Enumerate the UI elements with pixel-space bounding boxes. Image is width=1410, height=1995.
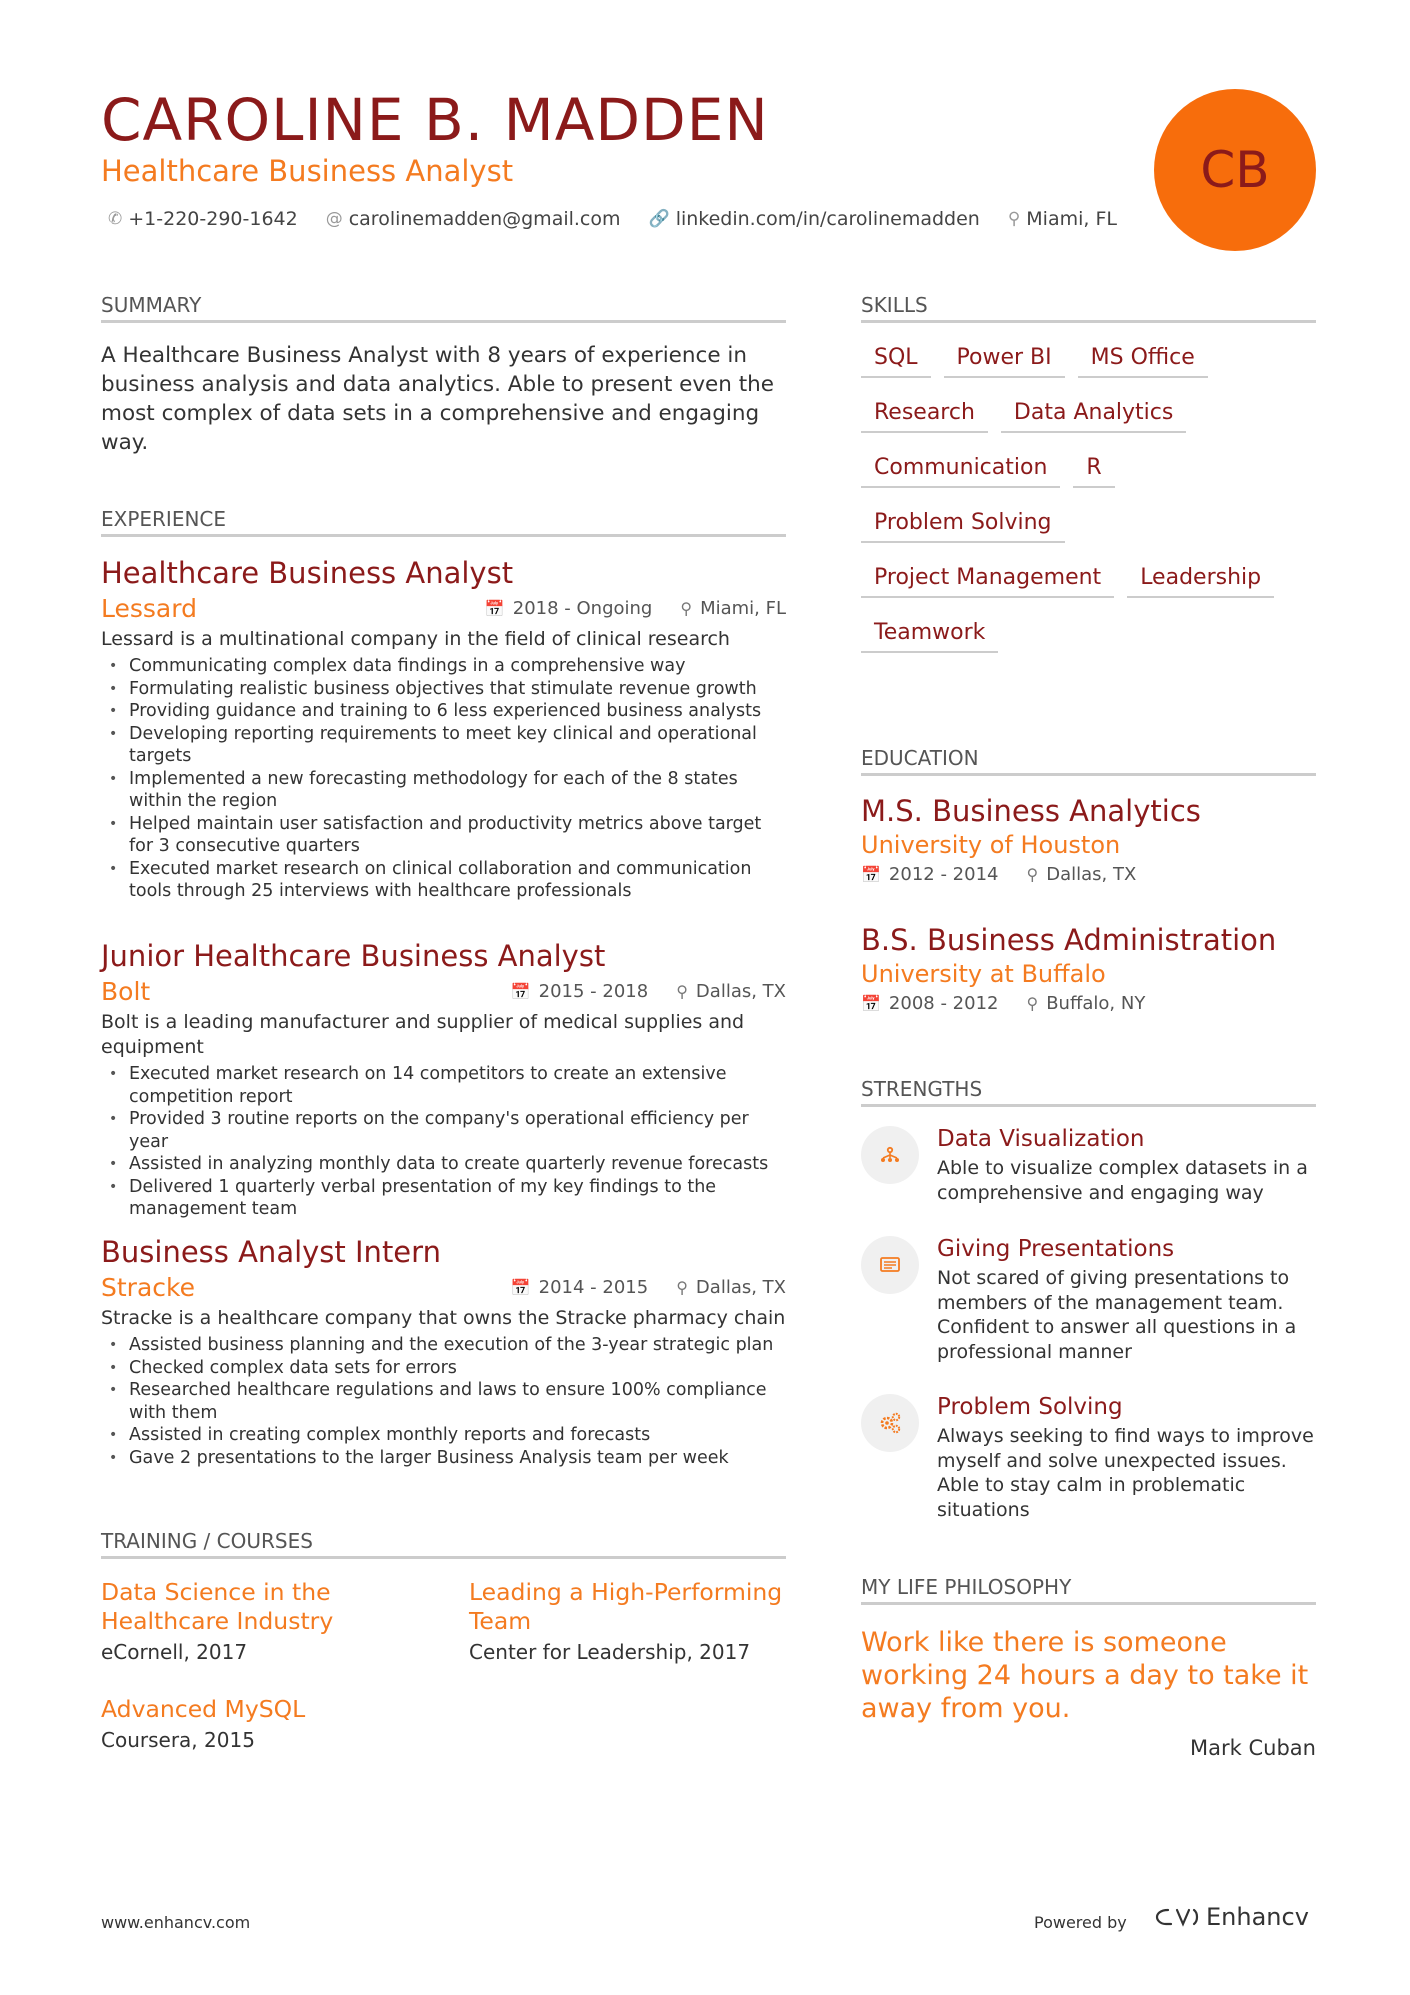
training-heading: TRAINING / COURSES (101, 1529, 786, 1559)
calendar-icon: 📅 (861, 994, 881, 1013)
job-title: Healthcare Business Analyst (101, 556, 514, 590)
job-entry (101, 556, 786, 903)
job-title: Junior Healthcare Business Analyst (101, 939, 606, 973)
list-item: • Implemented a new forecasting methodology for each of the 8 states within the region (101, 768, 786, 813)
skill-tag: Research (861, 394, 988, 433)
location-pin-icon: ⚲ (676, 1278, 688, 1297)
location-pin-icon: ⚲ (676, 982, 688, 1001)
skill-tag: Project Management (861, 559, 1114, 598)
summary-heading: SUMMARY (101, 293, 786, 323)
job-entry (101, 1235, 786, 1469)
calendar-icon: 📅 (861, 865, 881, 884)
list-item: • Assisted in creating complex monthly reports and forecasts (101, 1424, 786, 1447)
list-item: • Delivered 1 quarterly verbal presentation of my key findings to the management team (101, 1176, 786, 1221)
summary-text: A Healthcare Business Analyst with 8 years of experience in business analysis and data analytics. Able to present even the most complex of data sets in a comprehensive and engaging way. (101, 343, 775, 455)
edu-degree: M.S. Business Analytics (861, 794, 1201, 828)
enhancv-logo[interactable] (1154, 1903, 1309, 1931)
course-title: Leading a High-Performing Team (469, 1578, 783, 1635)
list-item: • Providing guidance and training to 6 less experienced business analysts (101, 700, 786, 723)
candidate-role: Healthcare Business Analyst (101, 154, 514, 188)
course-title: Advanced MySQL (101, 1695, 306, 1723)
avatar (1154, 89, 1316, 251)
job-description: Stracke is a healthcare company that owns the Stracke pharmacy chain (101, 1307, 786, 1329)
calendar-icon: 📅 (510, 982, 531, 1001)
education-heading: EDUCATION (861, 746, 1316, 776)
contact-linkedin[interactable] (649, 208, 980, 230)
list-item: • Assisted business planning and the execution of the 3-year strategic plan (101, 1334, 786, 1357)
contact-bar (108, 208, 1145, 230)
skill-tag: Data Analytics (1001, 394, 1186, 433)
job-description: Bolt is a leading manufacturer and supplier of medical supplies and equipment (101, 1011, 745, 1058)
skills-list (861, 339, 1331, 669)
at-icon: @ (325, 209, 343, 229)
strengths-heading: STRENGTHS (861, 1077, 1316, 1107)
contact-phone[interactable] (108, 208, 298, 230)
course-org: eCornell, 2017 (101, 1640, 248, 1664)
location-pin-icon: ⚲ (1026, 865, 1039, 884)
location-pin-icon: ⚲ (680, 599, 693, 618)
edu-location: Buffalo, NY (1046, 993, 1146, 1014)
strength-title: Giving Presentations (937, 1236, 1175, 1262)
course-entry (101, 1578, 421, 1664)
edu-school: University of Houston (861, 831, 1121, 859)
linkedin-text: linkedin.com/in/carolinemadden (675, 208, 980, 230)
job-company: Stracke (101, 1273, 195, 1302)
job-bullets (101, 1334, 786, 1469)
job-bullets (101, 655, 786, 903)
list-item: • Communicating complex data findings in a comprehensive way (101, 655, 786, 678)
skill-tag: R (1073, 449, 1114, 488)
presentation-icon (861, 1236, 919, 1294)
list-item: • Executed market research on clinical collaboration and communication tools through 25 interviews with healthcare professionals (101, 858, 786, 903)
skills-heading: SKILLS (861, 293, 1316, 323)
footer-url[interactable]: www.enhancv.com (101, 1913, 251, 1932)
strength-item (861, 1126, 1316, 1205)
strength-title: Problem Solving (937, 1394, 1123, 1420)
skill-tag: Communication (861, 449, 1060, 488)
edu-dates: 2012 - 2014 (888, 864, 999, 885)
list-item: • Researched healthcare regulations and laws to ensure 100% compliance with them (101, 1379, 786, 1424)
location-text: Miami, FL (1026, 208, 1117, 230)
skill-tag: SQL (861, 339, 931, 378)
skill-tag: MS Office (1078, 339, 1208, 378)
edu-degree: B.S. Business Administration (861, 923, 1277, 957)
quote-author: Mark Cuban (1190, 1736, 1316, 1760)
link-icon: 🔗 (648, 209, 670, 229)
edu-location: Dallas, TX (1046, 864, 1137, 885)
job-company: Bolt (101, 977, 151, 1006)
job-entry (101, 939, 786, 1221)
course-entry (469, 1578, 789, 1664)
calendar-icon: 📅 (510, 1278, 531, 1297)
strength-description: Able to visualize complex datasets in a comprehensive and engaging way (937, 1157, 1308, 1204)
philosophy-quote: Work like there is someone working 24 hours a day to take it away from you. (861, 1627, 1309, 1724)
job-dates: 2015 - 2018 (538, 981, 649, 1002)
phone-icon: ✆ (108, 209, 123, 229)
experience-heading: EXPERIENCE (101, 507, 786, 537)
job-location: Dallas, TX (695, 981, 786, 1002)
strength-description: Not scared of giving presentations to members of the management team. Confident to answer all questions in a professional manner (937, 1267, 1297, 1363)
job-dates: 2018 - Ongoing (512, 598, 653, 619)
location-pin-icon: ⚲ (1007, 209, 1021, 229)
list-item: • Gave 2 presentations to the larger Business Analysis team per week (101, 1447, 786, 1470)
list-item: • Developing reporting requirements to meet key clinical and operational targets (101, 723, 786, 768)
skill-tag: Problem Solving (861, 504, 1065, 543)
edu-dates: 2008 - 2012 (888, 993, 999, 1014)
network-icon (861, 1126, 919, 1184)
skill-tag: Teamwork (861, 614, 998, 653)
candidate-name: CAROLINE B. MADDEN (101, 86, 769, 154)
list-item: • Executed market research on 14 competitors to create an extensive competition report (101, 1063, 786, 1108)
enhancv-mark-icon (1154, 1905, 1200, 1929)
avatar-initials: CB (1200, 141, 1270, 199)
list-item: • Checked complex data sets for errors (101, 1357, 786, 1380)
strength-item (861, 1236, 1316, 1364)
list-item: • Helped maintain user satisfaction and productivity metrics above target for 3 consecutive quarters (101, 813, 786, 858)
job-description: Lessard is a multinational company in the field of clinical research (101, 628, 730, 650)
list-item: • Formulating realistic business objectives that stimulate revenue growth (101, 678, 786, 701)
job-company: Lessard (101, 594, 197, 623)
philosophy-heading: MY LIFE PHILOSOPHY (861, 1575, 1316, 1605)
email-text: carolinemadden@gmail.com (348, 208, 621, 230)
job-location: Miami, FL (700, 598, 786, 619)
contact-location (1008, 208, 1117, 230)
job-dates: 2014 - 2015 (538, 1277, 649, 1298)
course-title: Data Science in the Healthcare Industry (101, 1578, 334, 1635)
powered-by: Powered by (1034, 1913, 1127, 1932)
strength-item (861, 1394, 1316, 1522)
job-bullets (101, 1063, 786, 1221)
gears-icon (861, 1394, 919, 1452)
course-entry (101, 1695, 421, 1752)
contact-email[interactable] (326, 208, 621, 230)
skill-tag: Power BI (944, 339, 1065, 378)
phone-text: +1-220-290-1642 (128, 208, 298, 230)
job-title: Business Analyst Intern (101, 1235, 441, 1269)
education-entry (861, 794, 1316, 885)
skill-tag: Leadership (1127, 559, 1274, 598)
course-org: Center for Leadership, 2017 (469, 1640, 751, 1664)
job-location: Dallas, TX (695, 1277, 786, 1298)
strength-title: Data Visualization (937, 1126, 1145, 1152)
location-pin-icon: ⚲ (1026, 994, 1039, 1013)
list-item: • Assisted in analyzing monthly data to create quarterly revenue forecasts (101, 1153, 786, 1176)
course-org: Coursera, 2015 (101, 1728, 255, 1752)
brand-name: Enhancv (1206, 1903, 1309, 1931)
edu-school: University at Buffalo (861, 960, 1106, 988)
calendar-icon: 📅 (484, 599, 505, 618)
strength-description: Always seeking to find ways to improve myself and solve unexpected issues. Able to stay calm in problematic situations (937, 1425, 1314, 1521)
list-item: • Provided 3 routine reports on the company's operational efficiency per year (101, 1108, 786, 1153)
education-entry (861, 923, 1316, 1014)
